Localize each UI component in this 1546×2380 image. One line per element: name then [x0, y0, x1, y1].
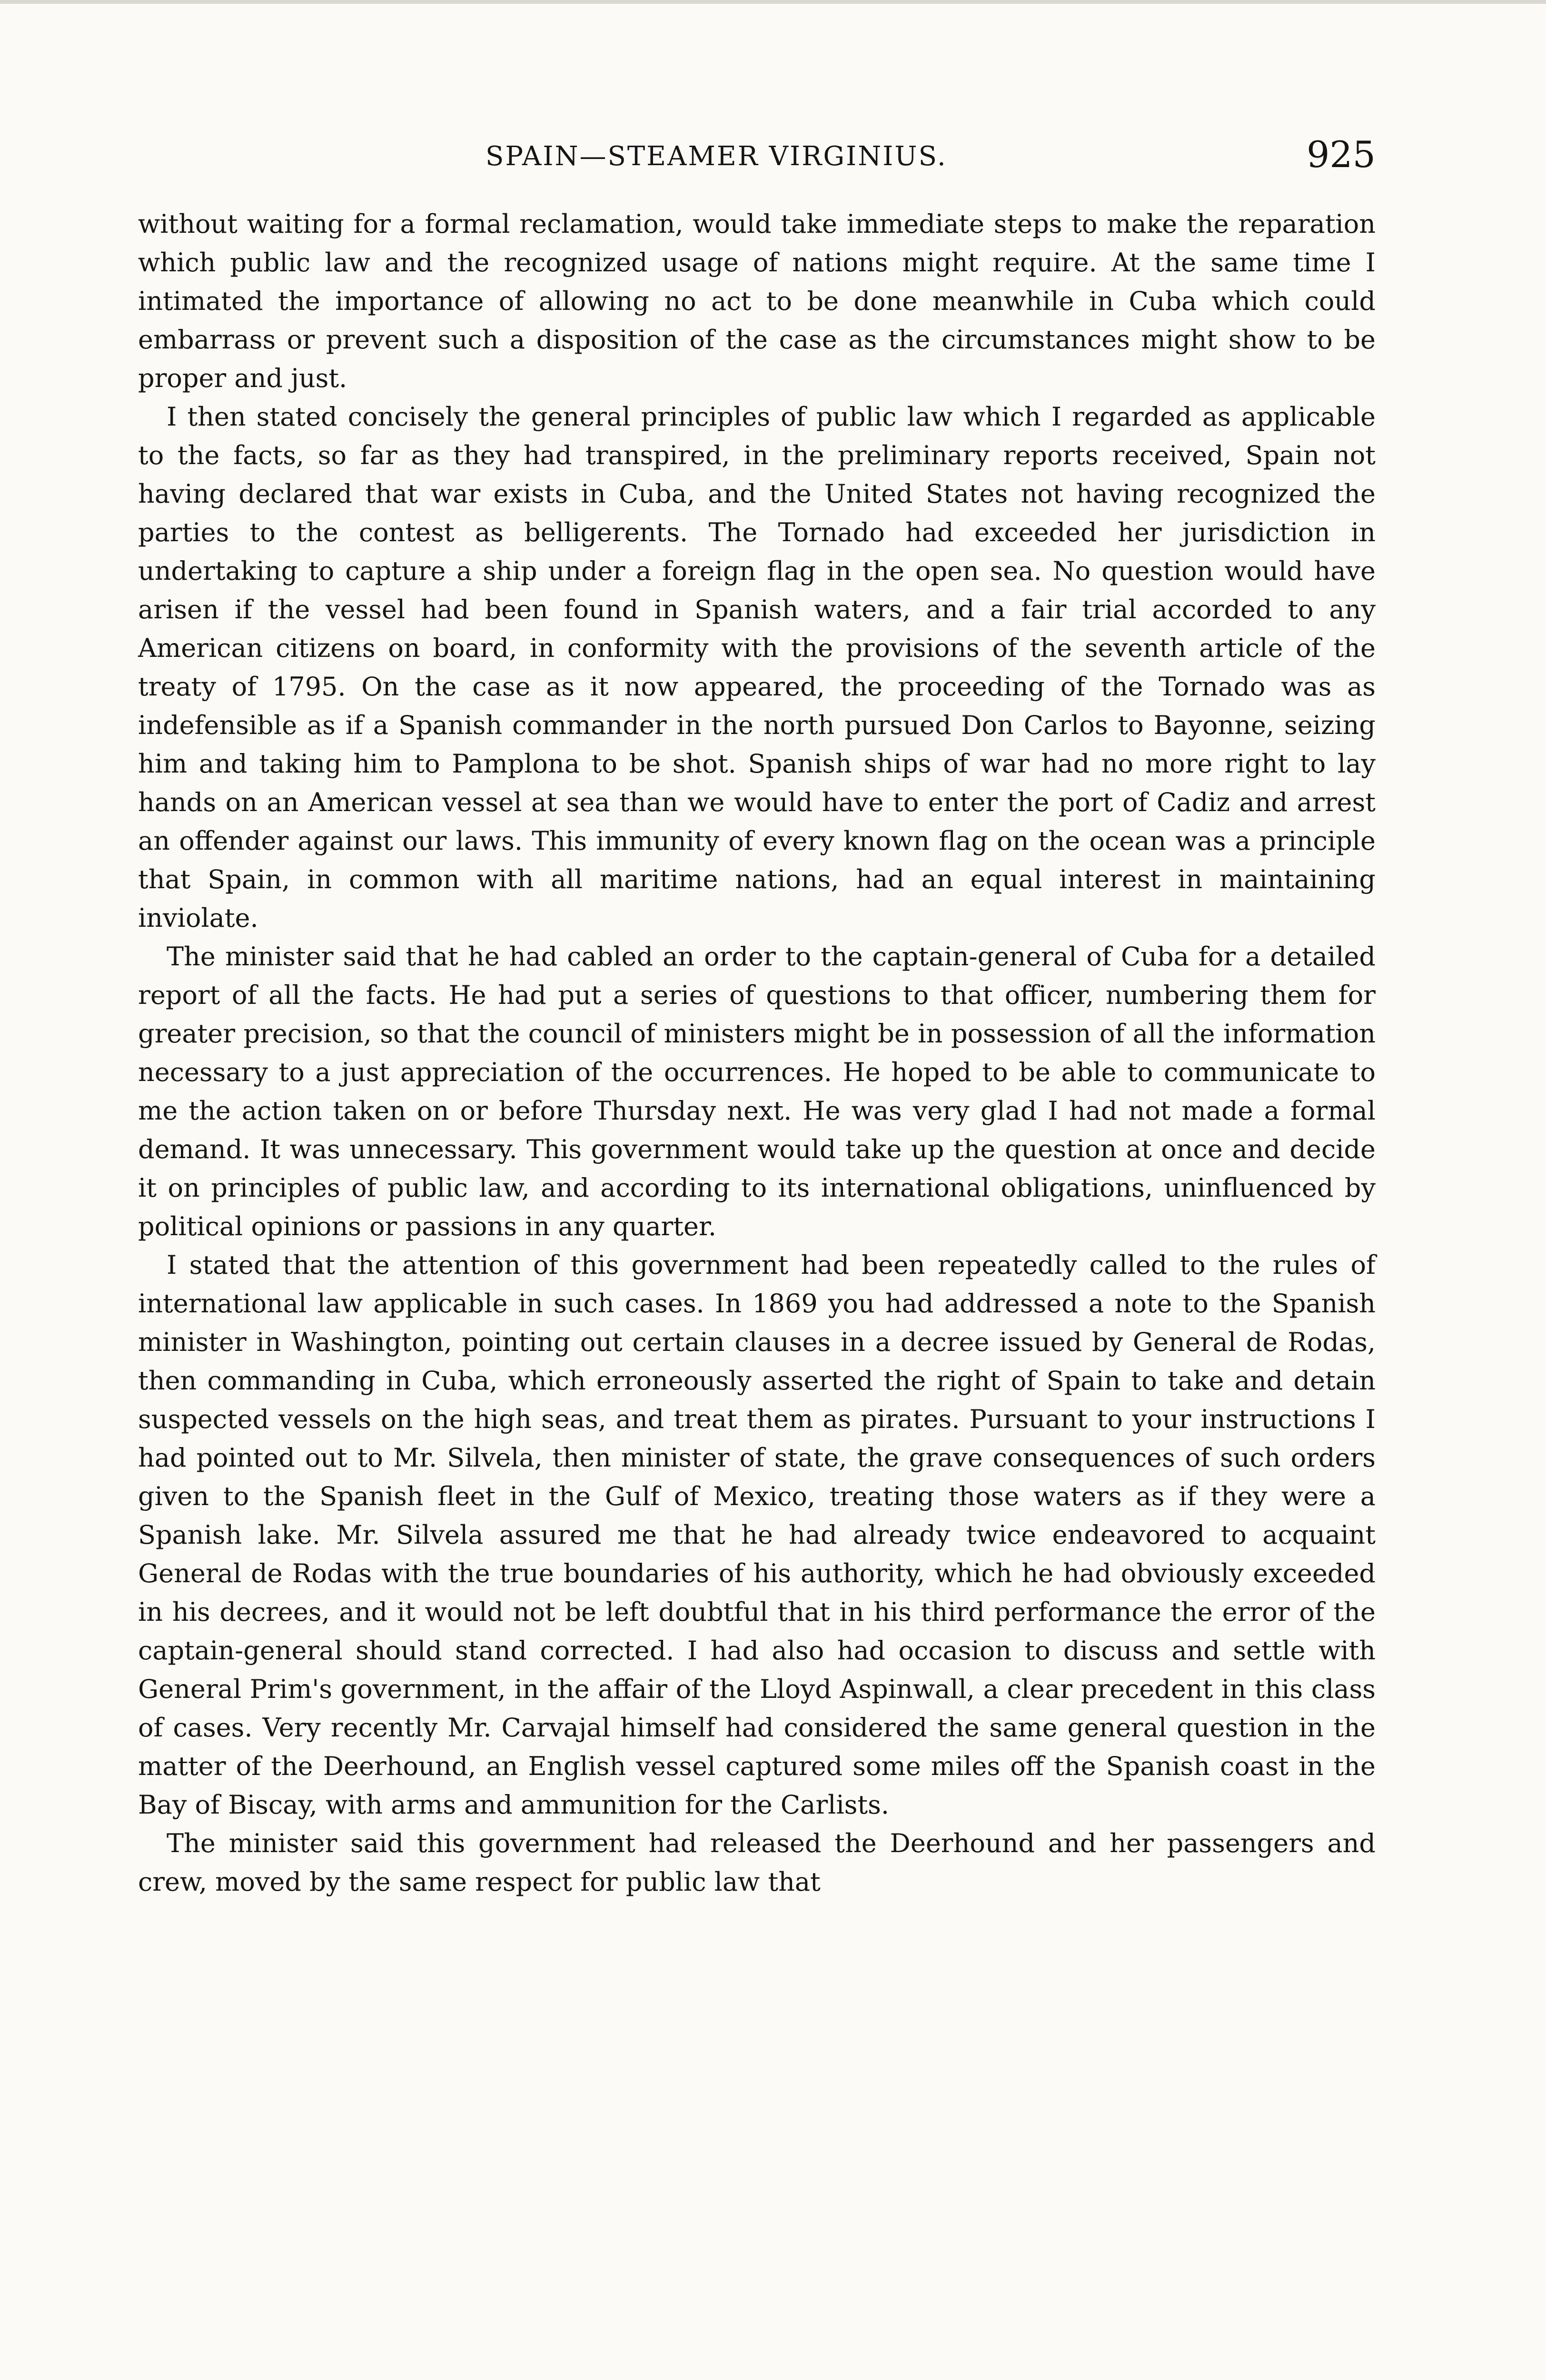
top-edge-rule: [0, 0, 1546, 4]
page-number: 925: [1306, 133, 1376, 176]
paragraph: The minister said that he had cabled an order to the captain-general of Cuba for a detailed report of all the facts. He had put a series of questions to that officer, numbering them for greater precision, so that the council of ministers might be in possession of all the information necessary to a just appreciation of the occurrences. He hoped to be able to communicate to me the action taken on or before Thursday next. He was very glad I had not made a formal demand. It was unnecessary. This government would take up the question at once and decide it on principles of public law, and according to its international obligations, uninfluenced by political opinions or passions in any quarter.: [138, 942, 1376, 1241]
body-text: [138, 205, 1376, 1901]
paragraph-continued: without waiting for a formal reclamation, would take immediate steps to make the reparation which public law and the recognized usage of nations might require. At the same time I intimated the importance of allowing no act to be done meanwhile in Cuba which could embarrass or prevent such a disposition of the case as the circumstances might show to be proper and just.: [138, 209, 1376, 393]
running-header: [138, 133, 1376, 181]
paragraph: I then stated concisely the general principles of public law which I regarded as applicable to the facts, so far as they had transpired, in the preliminary reports received, Spain not having declared that war exists in Cuba, and the United States not having recognized the parties to the contest as belligerents. The Tornado had exceeded her jurisdiction in undertaking to capture a ship under a foreign flag in the open sea. No question would have arisen if the vessel had been found in Spanish waters, and a fair trial accorded to any American citizens on board, in conformity with the provisions of the seventh article of the treaty of 1795. On the case as it now appeared, the proceeding of the Tornado was as indefensible as if a Spanish commander in the north pursued Don Carlos to Bayonne, seizing him and taking him to Pamplona to be shot. Spanish ships of war had no more right to lay hands on an American vessel at sea than we would have to enter the port of Cadiz and arrest an offender against our laws. This immunity of every known flag on the ocean was a principle that Spain, in common with all maritime nations, had an equal interest in maintaining inviolate.: [138, 402, 1376, 933]
paragraph: I stated that the attention of this government had been repeatedly called to the rules of international law applicable in such cases. In 1869 you had addressed a note to the Spanish minister in Washington, pointing out certain clauses in a decree issued by General de Rodas, then commanding in Cuba, which erroneously asserted the right of Spain to take and detain suspected vessels on the high seas, and treat them as pirates. Pursuant to your instructions I had pointed out to Mr. Silvela, then minister of state, the grave consequences of such orders given to the Spanish fleet in the Gulf of Mexico, treating those waters as if they were a Spanish lake. Mr. Silvela assured me that he had already twice endeavored to acquaint General de Rodas with the true boundaries of his authority, which he had obviously exceeded in his decrees, and it would not be left doubtful that in his third performance the error of the captain-general should stand corrected. I had also had occasion to discuss and settle with General Prim's government, in the affair of the Lloyd Aspinwall, a clear precedent in this class of cases. Very recently Mr. Carvajal himself had considered the same general question in the matter of the Deerhound, an English vessel captured some miles off the Spanish coast in the Bay of Biscay, with arms and ammunition for the Carlists.: [138, 1250, 1376, 1820]
running-title: SPAIN—STEAMER VIRGINIUS.: [486, 141, 947, 172]
paragraph: The minister said this government had released the Deerhound and her passengers and crew, moved by the same respect for public law that: [138, 1828, 1376, 1897]
